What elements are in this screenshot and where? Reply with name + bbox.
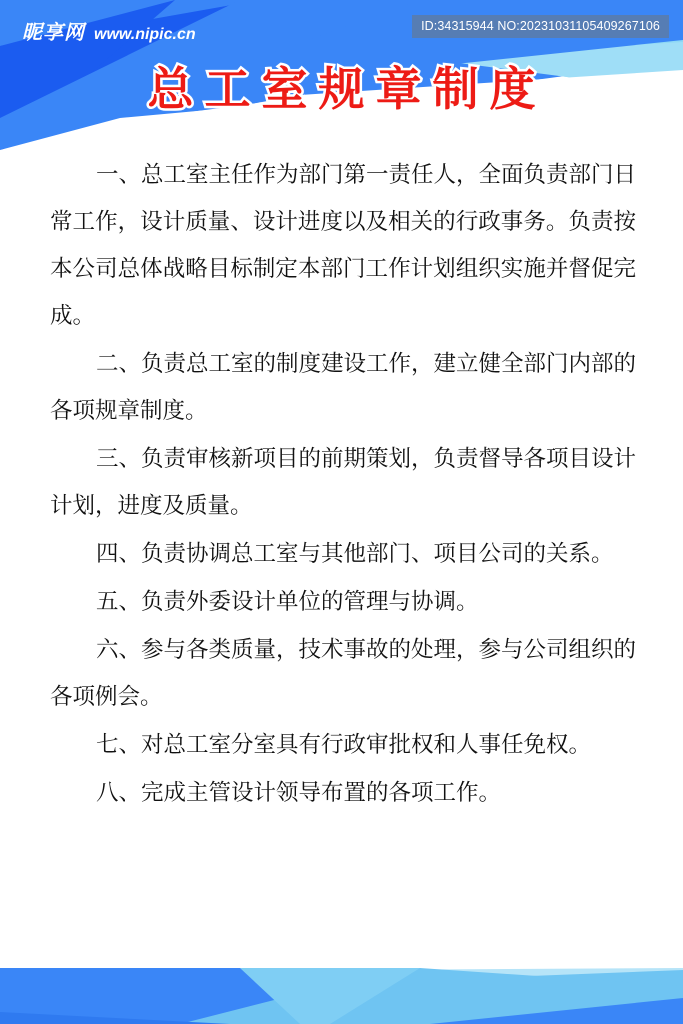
brand-url: www.nipic.cn — [94, 26, 196, 43]
regulations-body — [50, 152, 636, 818]
site-branding — [22, 16, 196, 45]
regulation-paragraph-1: 一、总工室主任作为部门第一责任人，全面负责部门日常工作，设计质量、设计进度以及相关的行政事务。负责按本公司总体战略目标制定本部门工作计划组织实施并督促完成。 — [50, 162, 637, 329]
regulation-paragraph-5: 五、负责外委设计单位的管理与协调。 — [96, 589, 479, 615]
regulation-paragraph-7: 七、对总工室分室具有行政审批权和人事任免权。 — [96, 732, 592, 758]
regulation-paragraph-8: 八、完成主管设计领导布置的各项工作。 — [96, 780, 502, 806]
title-container — [0, 62, 683, 116]
footer-watermark-bar — [0, 968, 683, 1024]
regulation-paragraph-3: 三、负责审核新项目的前期策划，负责督导各项目设计计划，进度及质量。 — [50, 446, 637, 519]
image-id-badge: ID:34315944 NO:20231031105409267106 — [412, 15, 669, 38]
regulation-paragraph-6: 六、参与各类质量，技术事故的处理，参与公司组织的各项例会。 — [50, 637, 637, 710]
brand-name-cn: 昵享网 — [22, 20, 85, 44]
regulation-paragraph-4: 四、负责协调总工室与其他部门、项目公司的关系。 — [96, 541, 614, 567]
regulation-paragraph-2: 二、负责总工室的制度建设工作，建立健全部门内部的各项规章制度。 — [50, 351, 637, 424]
page-title: 总工室规章制度 — [147, 62, 547, 116]
footer-shapes-svg — [0, 968, 683, 1024]
